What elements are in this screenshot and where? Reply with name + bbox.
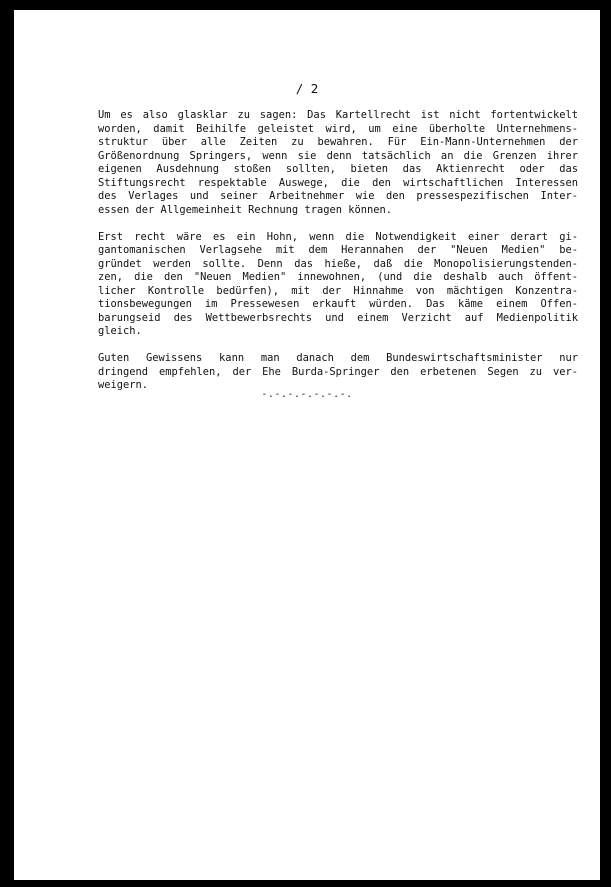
text-line: Stiftungsrecht respektable Auswege, die den wirtschaftlichen Interessen: [98, 176, 578, 189]
document-page: [14, 10, 600, 880]
end-separator: -.-.-.-.-.-.-.: [261, 389, 353, 400]
document-body: [98, 109, 578, 406]
text-line: dringend empfehlen, der Ehe Burda-Springer den erbetenen Segen zu ver-: [98, 365, 578, 378]
text-line: Guten Gewissens kann man danach dem Bundeswirtschaftsminister nur: [98, 352, 578, 364]
text-line: zen, die den "Neuen Medien" innewohnen, (und die deshalb auch öffent-: [98, 271, 578, 283]
text-line: essen der Allgemeinheit Rechnung tragen können.: [98, 203, 393, 216]
text-line: weigern.: [98, 379, 149, 391]
paragraph-1: [98, 109, 578, 217]
text-line: gründet werden sollte. Denn das hieße, daß die Monopolisierungstenden-: [98, 257, 578, 270]
text-line: eigenen Ausdehnung stoßen sollten, bieten das Aktienrecht oder das: [98, 163, 578, 175]
text-line: gantomanischen Verlagsehe mit dem Herannahen der "Neuen Medien" be-: [98, 244, 578, 256]
text-line: gleich.: [98, 325, 142, 337]
text-line: licher Kontrolle bedürfen), mit der Hinnahme von mächtigen Konzentra-: [98, 284, 578, 297]
text-line: worden, damit Beihilfe geleistet wird, um eine überholte Unternehmens-: [98, 122, 578, 135]
scan-border: [600, 0, 611, 887]
text-line: Größenordnung Springers, wenn sie denn tatsächlich an die Grenzen ihrer: [98, 149, 578, 162]
paragraph-2: [98, 231, 578, 339]
text-line: tionsbewegungen im Pressewesen erkauft würden. Das käme einem Offen-: [98, 298, 578, 310]
text-line: Erst recht wäre es ein Hohn, wenn die Notwendigkeit einer derart gi-: [98, 230, 578, 243]
text-line: des Verlages und seiner Arbeitnehmer wie den pressespezifischen Inter-: [98, 190, 578, 202]
text-line: struktur über alle Zeiten zu bewahren. Für Ein-Mann-Unternehmen der: [98, 136, 578, 148]
paragraph-3: [98, 352, 578, 393]
text-line: Um es also glasklar zu sagen: Das Kartellrecht ist nicht fortentwickelt: [98, 109, 578, 121]
page-number: / 2: [295, 81, 319, 96]
text-line: barungseid des Wettbewerbsrechts und einem Verzicht auf Medienpolitik: [98, 311, 578, 324]
